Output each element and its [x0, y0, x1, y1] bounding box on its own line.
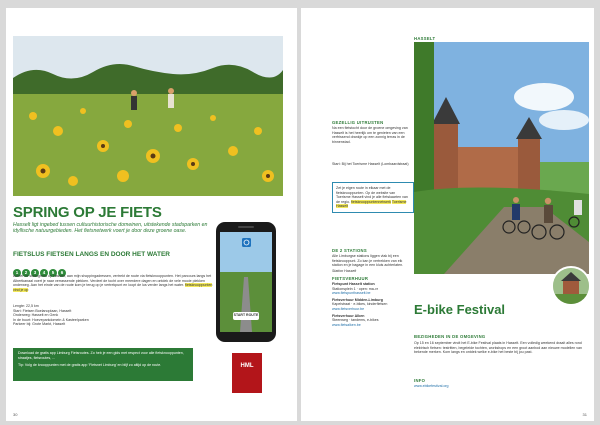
fact-line: Start: Fietsen Boelanoplaan, Hasselt	[13, 308, 72, 313]
phone-mockup	[216, 222, 276, 342]
rental-url[interactable]: www.fietsalken.be	[332, 322, 361, 327]
intro-text: Hasselt ligt ingebed tussen cultuurhistorische domeinen, uitstekende stadsparken en idyllische natuurgebieden. Het fietsnetwerk voert je door deze groene oase.	[13, 222, 208, 235]
sunflower-field-photo	[13, 36, 283, 196]
route-body	[13, 274, 213, 292]
section2-title: DE 2 STATIONS	[332, 248, 367, 253]
info-label: INFO	[414, 378, 426, 383]
rental-detail: Stationsplein 1 · open: ma-vr	[332, 286, 378, 291]
route-facts	[13, 304, 213, 327]
page-number-right: 31	[582, 412, 587, 417]
fact-line: Parkeer bij: Grote Markt, Hasselt	[13, 322, 66, 327]
route-number-badge: 2	[22, 269, 30, 277]
rental-url[interactable]: www.fietspunthasselt.be	[332, 291, 371, 296]
route-number-badge: 3	[31, 269, 39, 277]
fact-line: Lengte: 22,5 km	[13, 304, 39, 308]
app-download-text: Download de gratis app Limburg Fietsroutes. Zo heb je een gids met respect voor alle fietsknooppunten, straatjes, fietsroutes, ...	[18, 351, 184, 360]
page-number-left: 30	[13, 412, 18, 417]
section1-text: Na een fietstocht door de groene omgeving van Hasselt is het heerlijk om te genieten van een verfrissend drankje op een zonnig terras in de binnenstad.	[332, 126, 408, 144]
ebike-subtitle: BEZIGHEDEN IN DE OMGEVING	[414, 334, 486, 339]
info-url[interactable]: www.ebikefestival.org	[414, 384, 449, 388]
section1-title: GEZELLIG UITRUSTEN	[332, 120, 384, 125]
left-page	[6, 8, 297, 421]
route-body-highlight: fietsknooppunten vind je op	[13, 283, 213, 292]
route-number-badge: 5	[49, 269, 57, 277]
callout-box	[332, 182, 414, 213]
section2-extra: Station Hasselt	[332, 269, 357, 273]
callout-highlight-1: fietsknooppuntennetwerk	[351, 199, 391, 204]
route-body-text: Achter de stadsgrens op Hasselt, aan mijn shoppingadressen, vertrekt de route via fietsknooppunten. Het parcours langs het Albertkanaal voert je naar verrassende plekken. Verdeel de tocht over meerdere dagen en ontdek de vele mooie plekken onderweg. Aan het einde van de route kom je terug op je vertrekpunt en loopt de lus verder langs het water.	[13, 274, 212, 288]
rental-url[interactable]: www.fietsverhuur.be	[332, 306, 365, 311]
app-download-box	[13, 348, 193, 381]
route-number-badge: 1	[13, 269, 21, 277]
rental-name: Fietsverhuur Alken	[332, 313, 365, 318]
rental-list	[332, 282, 410, 327]
route-number-badge: 4	[40, 269, 48, 277]
rental-detail: Kapelstraat · e-bikes, kinderfietsen	[332, 302, 388, 307]
location-tag: HASSELT	[414, 36, 436, 41]
festival-round-photo	[551, 266, 591, 306]
hml-badge-label: HML	[240, 363, 254, 369]
route-number-badge: 6	[58, 269, 66, 277]
callout-highlight-2: Toerisme Hasselt	[336, 199, 407, 209]
ebike-text: Op 15 en 16 september vindt het E-bike Festival plaats in Hasselt. Een volledig weekend draait alles rond elektrisch fietsen: testritten, begeleide tochten, workshops en een groot aanbod aan nieuwe modellen van bekende merken. Kom langs en ontdek welke e-bike het beste bij jou past.	[414, 341, 583, 355]
fact-line: Onderweg: Hasselt en Genk	[13, 313, 59, 318]
section2-text: Alle Limburgse stations liggen vlak bij een fietsknooppunt. Zo kan je vertrekken van elk station en je bagage in een kluis achterlaten.	[332, 254, 404, 268]
castle-cyclists-photo	[414, 42, 589, 274]
page-heading: SPRING OP JE FIETS	[13, 204, 162, 221]
callout-text: Zet je eigen route in elkaar met de fietsknooppunten. Op de website van Toerisme Hasselt vind je alle fietskaarten van de regio.	[336, 186, 408, 204]
app-tip-text: Tip: Volg de knooppunten met de gratis app 'Fietsnet Limburg' en blijf zo altijd op de route.	[18, 363, 162, 368]
fact-line: In de buurt: Hoeveparkdomein & Kasteelparken	[13, 317, 89, 322]
rental-name: Fietsverhuur Midden-Limburg	[332, 297, 383, 302]
right-page	[301, 8, 594, 421]
phone-speaker	[238, 226, 254, 228]
start-route-button[interactable]: START ROUTE	[233, 313, 259, 317]
section3-title: FIETSVERHUUR	[332, 276, 369, 281]
rental-name: Fietspunt Hasselt station	[332, 282, 375, 286]
section1-extra: Start: Bij het Toerisme Hasselt (Lombaardstraat)	[332, 162, 409, 166]
hml-badge	[232, 353, 262, 393]
phone-screen	[220, 232, 272, 332]
route-title: FIETSLUS FIETSEN LANGS EN DOOR HET WATER	[13, 251, 170, 258]
ebike-title: E-bike Festival	[414, 302, 506, 317]
rental-detail: Steenweg · tandems, e-bikes	[332, 318, 379, 323]
